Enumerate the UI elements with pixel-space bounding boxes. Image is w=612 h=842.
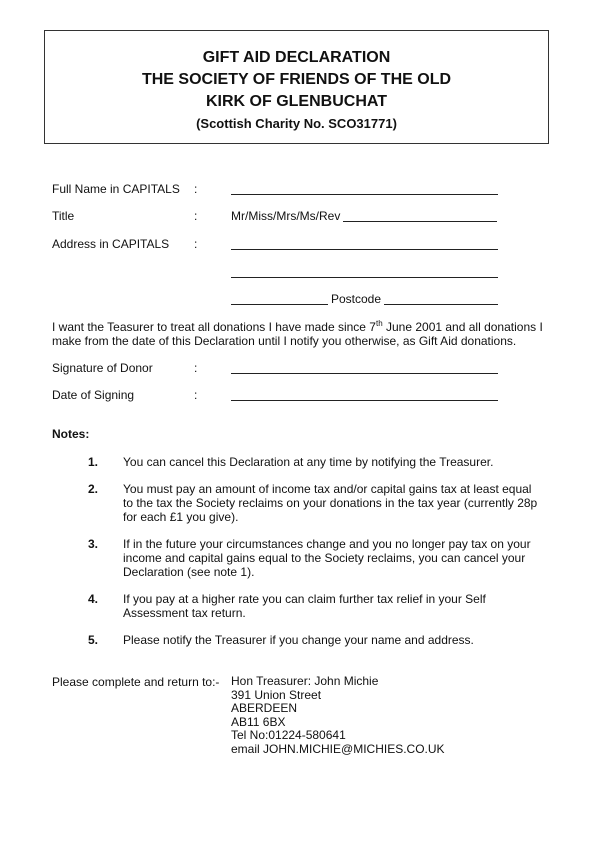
address-field-line3[interactable] [231, 304, 328, 305]
date-colon: : [194, 388, 198, 402]
notes-title: Notes: [52, 427, 90, 441]
note-text: If you pay at a higher rate you can claim further tax relief in your Self Assessment tax return. [123, 592, 486, 620]
address-postcode: AB11 6BX [231, 714, 286, 729]
note-number: 2. [88, 482, 99, 496]
charity-number: (Scottish Charity No. SCO31771) [196, 116, 397, 131]
signature-label: Signature of Donor [52, 361, 153, 375]
signature-colon: : [194, 361, 198, 375]
declaration-text: I want the Teasurer to treat all donations I have made since 7th June 2001 and all donations I make from the date of this Declaration until I notify you otherwise, as Gift Aid donations. [52, 319, 543, 348]
treasurer-name: Hon Treasurer: John Michie [231, 674, 379, 688]
note-text: You can cancel this Declaration at any time by notifying the Treasurer. [123, 455, 494, 469]
title-options: Mr/Miss/Mrs/Ms/Rev [231, 209, 341, 223]
title-field[interactable] [343, 221, 497, 222]
postcode-field[interactable] [384, 304, 498, 305]
return-label: Please complete and return to:- [52, 675, 220, 689]
return-address [231, 675, 445, 757]
note-number: 1. [88, 455, 99, 469]
full-name-field[interactable] [231, 194, 498, 195]
date-label: Date of Signing [52, 388, 135, 402]
full-name-label: Full Name in CAPITALS [52, 182, 180, 196]
title-label: Title [52, 209, 75, 223]
form-title: GIFT AID DECLARATION [202, 49, 391, 66]
note-number: 5. [88, 633, 99, 647]
address-colon: : [194, 237, 198, 251]
address-street: 391 Union Street [231, 687, 322, 702]
society-name-line2: KIRK OF GLENBUCHAT [205, 93, 388, 110]
telephone: Tel No:01224-580641 [231, 728, 346, 743]
address-field-line1[interactable] [231, 249, 498, 250]
title-colon: : [194, 209, 198, 223]
signature-field[interactable] [231, 373, 498, 374]
note-text: You must pay an amount of income tax and/or capital gains tax at least equal to the tax the Society reclaims on your donations in the tax year (currently 28p for each £1 you give). [123, 482, 538, 524]
note-text: Please notify the Treasurer if you change your name and address. [123, 633, 474, 647]
address-city: ABERDEEN [231, 701, 298, 716]
email: email JOHN.MICHIE@MICHIES.CO.UK [231, 741, 445, 756]
society-name-line1: THE SOCIETY OF FRIENDS OF THE OLD [141, 71, 452, 88]
address-label: Address in CAPITALS [52, 237, 170, 251]
note-text: If in the future your circumstances change and you no longer pay tax on your income and capital gains equal to the Society reclaims, you can cancel your Declaration (see note 1). [123, 537, 531, 579]
date-field[interactable] [231, 400, 498, 401]
note-number: 4. [88, 592, 99, 606]
full-name-colon: : [194, 182, 198, 196]
note-number: 3. [88, 537, 99, 551]
address-field-line2[interactable] [231, 277, 498, 278]
postcode-label: Postcode [331, 292, 382, 306]
header-box [44, 30, 549, 144]
